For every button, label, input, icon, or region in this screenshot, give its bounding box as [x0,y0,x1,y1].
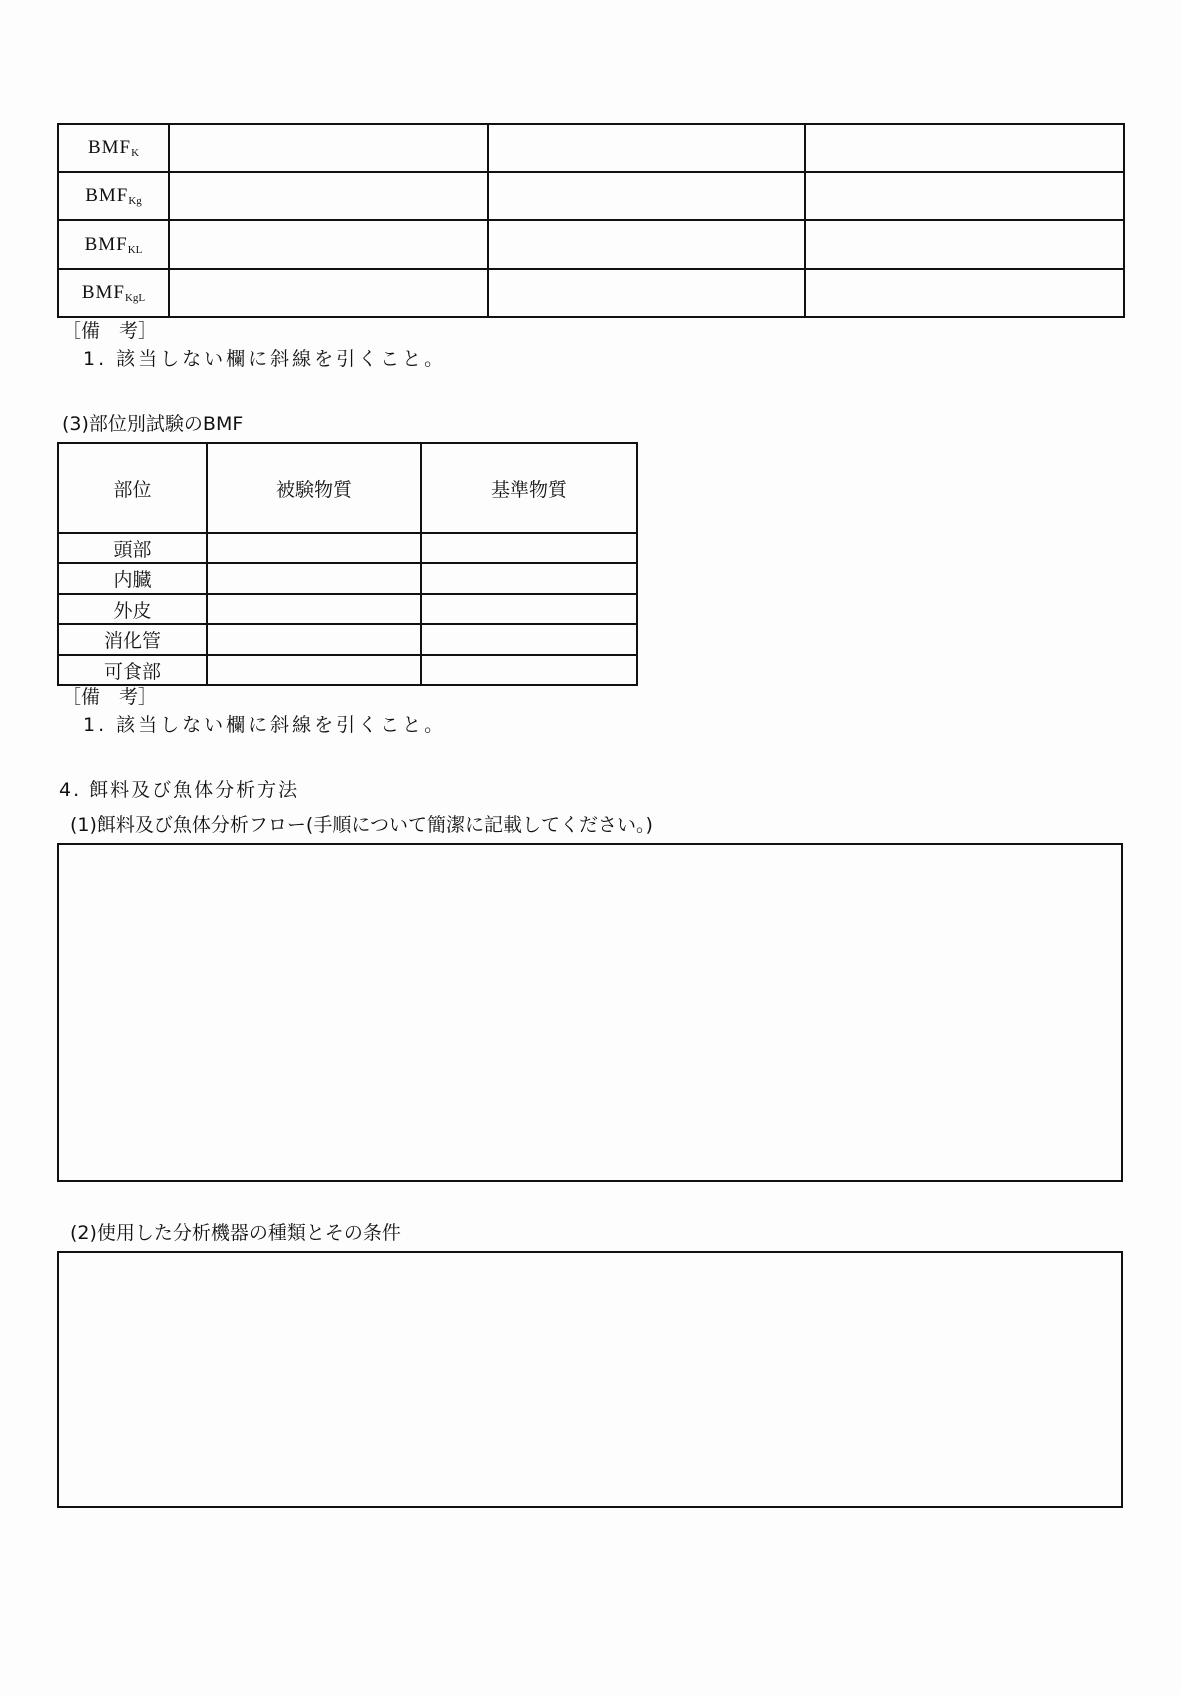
table-row [58,533,637,563]
bmf-kgl-cell-1[interactable] [169,269,488,317]
row-label-viscera: 内臓 [58,563,207,594]
bmf-kg-label: $BMF_{Kg}$ [58,172,169,220]
table-row [58,594,637,624]
section-4-1-title: (1)餌料及び魚体分析フロー(手順について簡潔に記載してください。) [70,814,653,836]
note-heading: ［備 考］ [62,686,158,708]
head-test-cell[interactable] [207,533,421,563]
header-test-substance: 被験物質 [207,443,421,533]
table-row [58,269,1124,317]
header-part: 部位 [58,443,207,533]
bmf-k-cell-3[interactable] [805,124,1124,172]
section-3-title: (3)部位別試験のBMF [62,413,244,435]
row-label-head: 頭部 [58,533,207,563]
edible-ref-cell[interactable] [421,655,637,685]
bmf-kl-label: $BMF_{KL}$ [58,220,169,269]
row-label-edible-part: 可食部 [58,655,207,685]
table-row [58,220,1124,269]
table-row [58,172,1124,220]
viscera-test-cell[interactable] [207,563,421,594]
table-row [58,655,637,685]
table-row [58,124,1124,172]
digestive-test-cell[interactable] [207,624,421,655]
section-4-2-title: (2)使用した分析機器の種類とその条件 [70,1222,401,1244]
part-bmf-table [57,442,638,686]
note-item: 1. 該当しない欄に斜線を引くこと。 [83,348,447,370]
head-ref-cell[interactable] [421,533,637,563]
viscera-ref-cell[interactable] [421,563,637,594]
analysis-flow-box[interactable] [57,843,1123,1182]
skin-ref-cell[interactable] [421,594,637,624]
bmf-kg-cell-2[interactable] [488,172,805,220]
bmf-kg-cell-3[interactable] [805,172,1124,220]
table-header-row [58,443,637,533]
bmf-kgl-label: $BMF_{KgL}$ [58,269,169,317]
instrument-conditions-box[interactable] [57,1251,1123,1508]
table-row [58,624,637,655]
bmf-k-cell-1[interactable] [169,124,488,172]
bmf-k-label: $BMF_K$ [58,124,169,172]
bmf-k-cell-2[interactable] [488,124,805,172]
note-item: 1. 該当しない欄に斜線を引くこと。 [83,714,447,736]
bmf-kl-cell-1[interactable] [169,220,488,269]
table-row [58,563,637,594]
bmf-kl-cell-3[interactable] [805,220,1124,269]
bmf-kgl-cell-3[interactable] [805,269,1124,317]
header-reference-substance: 基準物質 [421,443,637,533]
skin-test-cell[interactable] [207,594,421,624]
section-4-title: 4. 餌料及び魚体分析方法 [59,779,300,801]
digestive-ref-cell[interactable] [421,624,637,655]
row-label-skin: 外皮 [58,594,207,624]
bmf-kgl-cell-2[interactable] [488,269,805,317]
note-heading: ［備 考］ [62,320,158,342]
bmf-kg-cell-1[interactable] [169,172,488,220]
bmf-table [57,123,1125,318]
bmf-kl-cell-2[interactable] [488,220,805,269]
edible-test-cell[interactable] [207,655,421,685]
row-label-digestive-tract: 消化管 [58,624,207,655]
